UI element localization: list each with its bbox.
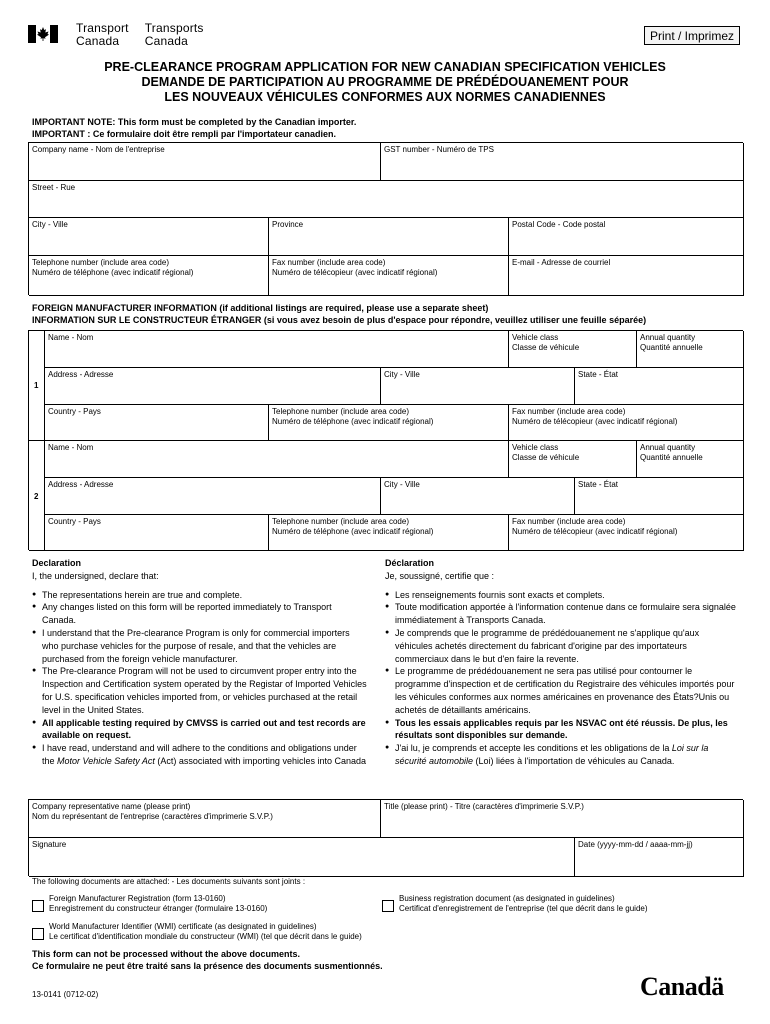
foreign-title-fr: INFORMATION SUR LE CONSTRUCTEUR ÉTRANGER (si vous avez besoin de plus d'espace pour répondre, veuillez utiliser une feuille séparée): [32, 315, 647, 325]
entry-2-fax-label-fr: Numéro de télécopieur (avec indicatif régional): [512, 527, 678, 536]
entry-1-address-label: Address - Adresse: [48, 370, 114, 379]
doc-business-registration-label: [399, 894, 648, 914]
entry-2-fax-label-en: Fax number (include area code): [512, 517, 626, 526]
telephone-field[interactable]: [29, 256, 269, 296]
entry-2-country-field[interactable]: [45, 515, 269, 551]
title-line3: LES NOUVEAUX VÉHICULES CONFORMES AUX NORMES CANADIENNES: [164, 90, 606, 104]
gst-number-label: GST number - Numéro de TPS: [384, 145, 494, 154]
date-label: Date (yyyy-mm-dd / aaaa-mm-jj): [578, 840, 693, 849]
telephone-label-en: Telephone number (include area code): [32, 258, 169, 267]
doc2-en: Business registration document (as designated in guidelines): [399, 894, 615, 903]
company-name-label: Company name - Nom de l'entreprise: [32, 145, 165, 154]
doc-wmi-certificate-checkbox[interactable]: [32, 928, 44, 940]
fax-label-en: Fax number (include area code): [272, 258, 386, 267]
doc-foreign-registration-label: [49, 894, 267, 914]
gst-number-field[interactable]: [381, 143, 744, 181]
doc3-en: World Manufacturer Identifier (WMI) certificate (as designated in guidelines): [49, 922, 317, 931]
rep-name-label-en: Company representative name (please print): [32, 802, 191, 811]
entry-2-vehicle-class-field[interactable]: [509, 441, 637, 478]
declaration-fr-item: ● Toute modification apportée à l'information contenue dans ce formulaire sera signalée immédiatement à Transports Canada.: [385, 601, 737, 627]
entry-2-address-field[interactable]: [45, 478, 381, 515]
entry-2-tel-label-fr: Numéro de téléphone (avec indicatif régional): [272, 527, 434, 536]
declaration-fr: [385, 557, 737, 768]
documents-intro: The following documents are attached: - Les documents suivants sont joints :: [32, 877, 306, 886]
fax-label-fr: Numéro de télécopieur (avec indicatif régional): [272, 268, 438, 277]
importer-info-table: [28, 142, 743, 295]
declaration-en-b6-text2: (Act) associated with importing vehicles into Canada: [154, 755, 366, 766]
dept-name-en: [76, 22, 129, 48]
entry-2-vclass-label-en: Vehicle class: [512, 443, 559, 452]
doc-wmi-certificate-label: [49, 922, 362, 942]
doc-business-registration-checkbox[interactable]: [382, 900, 394, 912]
declaration-en-b6-text: I have read, understand and will adhere to the conditions and obligations under the: [42, 743, 357, 766]
declaration-fr-b6-text2: (Loi) liées à l'importation de véhicules au Canada.: [473, 755, 675, 766]
declaration-fr-item: ● Je comprends que le programme de prédédouanement ne s'applique qu'aux véhicules achetés directement du fabricant d'origine par des importateurs commerciaux dans le but d'en faire la revente.: [385, 627, 737, 665]
act-name-en: Motor Vehicle Safety Act: [57, 755, 155, 766]
declaration-en-intro: I, the undersigned, declare that:: [32, 570, 159, 581]
declaration-en-item: [32, 742, 367, 768]
entry-1-name-field[interactable]: [45, 331, 509, 368]
government-signature: [28, 22, 238, 50]
important-note: [32, 116, 356, 140]
representative-name-field[interactable]: [29, 800, 381, 838]
entry-2-address-label: Address - Adresse: [48, 480, 114, 489]
declaration-fr-item: ● Tous les essais applicables requis par les NSVAC ont été réussis. De plus, les résultats sont disponibles sur demande.: [385, 717, 737, 743]
declaration-fr-heading: Déclaration: [385, 558, 435, 568]
entry-2-state-field[interactable]: [575, 478, 744, 515]
entry-1-vclass-label-en: Vehicle class: [512, 333, 559, 342]
entry-1-fax-label-fr: Numéro de télécopieur (avec indicatif régional): [512, 417, 678, 426]
doc1-en: Foreign Manufacturer Registration (form 13-0160): [49, 894, 226, 903]
entry-1-qty-label-en: Annual quantity: [640, 333, 696, 342]
entry-1-qty-label-fr: Quantité annuelle: [640, 343, 703, 352]
doc3-fr: Le certificat d'identification mondiale du constructeur (WMI) (tel que décrit dans le guide): [49, 932, 362, 941]
email-field[interactable]: [509, 256, 744, 296]
postal-code-field[interactable]: [509, 218, 744, 256]
signature-field[interactable]: [29, 838, 575, 877]
signoff-table: [28, 799, 743, 876]
entry-2-city-field[interactable]: [381, 478, 575, 515]
entry-2-city-label: City - Ville: [384, 480, 420, 489]
entry-1-annual-quantity-field[interactable]: [637, 331, 744, 368]
entry-2-tel-label-en: Telephone number (include area code): [272, 517, 409, 526]
entry-2-vclass-label-fr: Classe de véhicule: [512, 453, 580, 462]
declaration-fr-item: ● Les renseignements fournis sont exacts et complets.: [385, 589, 737, 602]
company-name-field[interactable]: [29, 143, 381, 181]
dept-en-line2: Canada: [76, 34, 120, 48]
entry-1-fax-label-en: Fax number (include area code): [512, 407, 626, 416]
canada-flag-icon: [28, 25, 58, 43]
warning-fr: Ce formulaire ne peut être traité sans la présence des documents susmentionnés.: [32, 960, 383, 971]
entry-1-address-field[interactable]: [45, 368, 381, 405]
entry-1-city-label: City - Ville: [384, 370, 420, 379]
entry-1-name-label: Name - Nom: [48, 333, 94, 342]
declaration-en-item: ● All applicable testing required by CMVSS is carried out and test records are available on request.: [32, 717, 367, 743]
warning-en: This form can not be processed without the above documents.: [32, 949, 301, 959]
doc1-fr: Enregistrement du constructeur étranger (formulaire 13-0160): [49, 904, 268, 913]
entry-2-qty-label-en: Annual quantity: [640, 443, 696, 452]
entry-1-state-label: State - État: [578, 370, 619, 379]
note-en: IMPORTANT NOTE: This form must be completed by the Canadian importer.: [32, 117, 357, 127]
title-line1: PRE-CLEARANCE PROGRAM APPLICATION FOR NEW CANADIAN SPECIFICATION VEHICLES: [104, 60, 666, 74]
declaration-en-item: ● The Pre-clearance Program will not be used to circumvent proper entry into the Inspection and Certification system operated by the Registar of Imported Vehicles for U.S. specification vehicles imported from, or vehicles purchased at the retail level in the United States.: [32, 665, 367, 716]
entry-1-city-field[interactable]: [381, 368, 575, 405]
rep-name-label-fr: Nom du représentant de l'entreprise (caractères d'imprimerie S.V.P.): [32, 812, 273, 821]
dept-fr-line2: Canada: [144, 34, 188, 48]
street-field[interactable]: [29, 181, 744, 218]
city-label: City - Ville: [32, 220, 68, 229]
foreign-manufacturer-table: [28, 330, 743, 550]
declaration-en-heading: Declaration: [32, 558, 82, 568]
declaration-fr-intro: Je, soussigné, certifie que :: [385, 570, 495, 581]
email-label: E-mail - Adresse de courriel: [512, 258, 611, 267]
dept-en-line1: Transport: [76, 21, 129, 35]
doc-foreign-registration-checkbox[interactable]: [32, 900, 44, 912]
title-line2: DEMANDE DE PARTICIPATION AU PROGRAMME DE PRÉDÉDOUANEMENT POUR: [141, 75, 629, 89]
form-number: 13-0141 (0712-02): [32, 990, 99, 999]
declaration-fr-b6-text: J'ai lu, je comprends et accepte les conditions et les obligations de la: [395, 743, 672, 754]
entry-2-fax-field[interactable]: [509, 515, 744, 551]
entry-2-state-label: State - État: [578, 480, 619, 489]
title-label: Title (please print) - Titre (caractères d'imprimerie S.V.P.): [384, 802, 584, 811]
dept-fr-line1: Transports: [144, 21, 204, 35]
entry-2-name-field[interactable]: [45, 441, 509, 478]
doc2-fr: Certificat d'enregistrement de l'entreprise (tel que décrit dans le guide): [399, 904, 648, 913]
declaration-en-item: ● The representations herein are true and complete.: [32, 589, 367, 602]
entry-2-telephone-field[interactable]: [269, 515, 509, 551]
entry-2-name-label: Name - Nom: [48, 443, 94, 452]
print-button[interactable]: Print / Imprimez: [644, 26, 740, 45]
signature-label: Signature: [32, 840, 67, 849]
entry-1-country-field[interactable]: [45, 405, 269, 441]
entry-2-annual-quantity-field[interactable]: [637, 441, 744, 478]
declaration-fr-item: [385, 742, 737, 768]
fax-field[interactable]: [269, 256, 509, 296]
entry-1-vehicle-class-field[interactable]: [509, 331, 637, 368]
dept-name-fr: [145, 22, 204, 48]
foreign-title-en: FOREIGN MANUFACTURER INFORMATION (if additional listings are required, please use a separate sheet): [32, 303, 489, 313]
entry-1-number: 1: [34, 381, 39, 390]
note-fr: IMPORTANT : Ce formulaire doit être rempli par l'importateur canadien.: [32, 129, 337, 139]
province-field[interactable]: [269, 218, 509, 256]
entry-1-telephone-field[interactable]: [269, 405, 509, 441]
entry-1-country-label: Country - Pays: [48, 407, 101, 416]
date-field[interactable]: [575, 838, 744, 877]
entry-2-qty-label-fr: Quantité annuelle: [640, 453, 703, 462]
declaration-en: [32, 557, 367, 768]
title-field[interactable]: [381, 800, 744, 838]
entry-1-tel-label-fr: Numéro de téléphone (avec indicatif régional): [272, 417, 434, 426]
entry-1-state-field[interactable]: [575, 368, 744, 405]
entry-1-fax-field[interactable]: [509, 405, 744, 441]
city-field[interactable]: [29, 218, 269, 256]
street-label: Street - Rue: [32, 183, 76, 192]
telephone-label-fr: Numéro de téléphone (avec indicatif régional): [32, 268, 194, 277]
canada-wordmark: Canadä: [640, 972, 724, 1001]
province-label: Province: [272, 220, 304, 229]
form-title: [0, 60, 770, 105]
entry-1-tel-label-en: Telephone number (include area code): [272, 407, 409, 416]
foreign-manufacturer-heading: [32, 302, 752, 326]
declaration-en-item: ● Any changes listed on this form will be reported immediately to Transport Canada.: [32, 601, 367, 627]
entry-1-vclass-label-fr: Classe de véhicule: [512, 343, 580, 352]
entry-2-number: 2: [34, 492, 39, 501]
declaration-fr-item: ● Le programme de prédédouanement ne sera pas utilisé pour contourner le programme d'inspection et de certification du Registraire des véhicules importés pour les véhicules conformes aux normes américaines en provenance des États?Unis ou achetés de détaillants américains.: [385, 665, 737, 716]
declaration-en-item: ● I understand that the Pre-clearance Program is only for commercial importers who purchase vehicles for the purpose of resale, and that the vehicles are purchased from the foreign vehicle manufacturer.: [32, 627, 367, 665]
act-name-fr: Loi sur la sécurité automobile: [395, 743, 709, 766]
entry-2-country-label: Country - Pays: [48, 517, 101, 526]
documents-warning: [32, 949, 383, 972]
postal-code-label: Postal Code - Code postal: [512, 220, 606, 229]
